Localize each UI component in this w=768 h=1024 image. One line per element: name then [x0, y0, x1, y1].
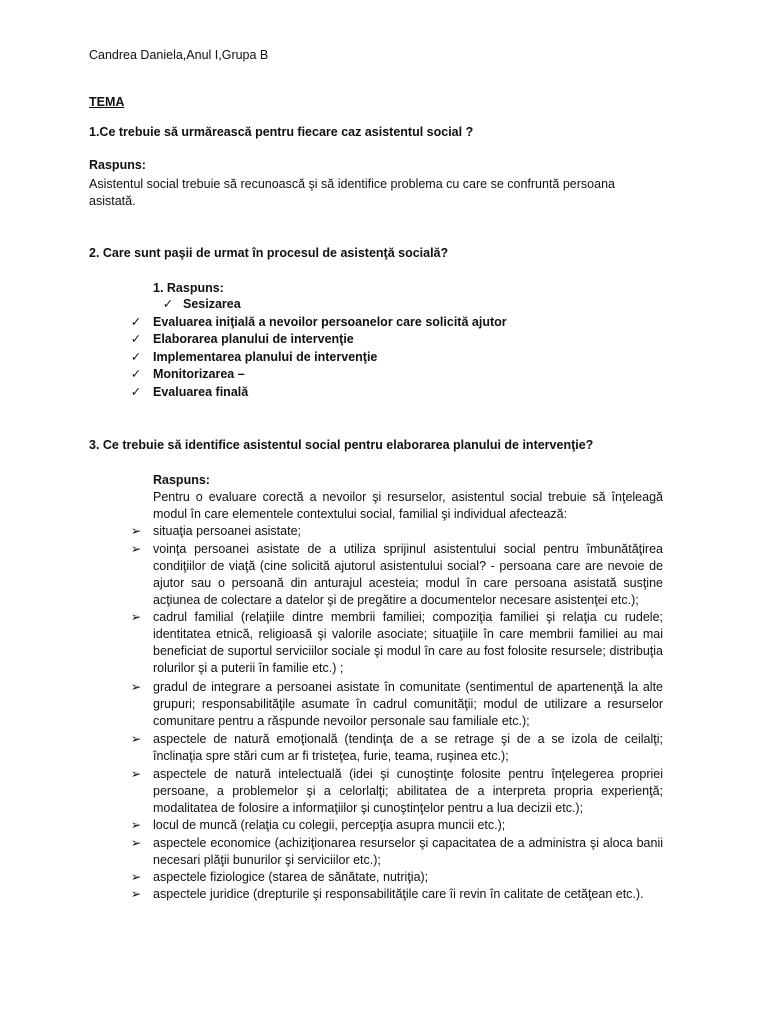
- question-1: 1.Ce trebuie să urmărească pentru fiecare caz asistentul social ?: [89, 125, 474, 139]
- step-text: Evaluarea finală: [153, 385, 249, 399]
- list-item-text: voinţa persoanei asistate de a utiliza sprijinul asistentului social pentru îmbunătăţirea condiţiilor de viaţă (cine solicită ajutorul asistentului social? - persoana care are nevoie de ajutor sau o persoană din anturajul acesteia; modul în care persoana asistată susţine acţiunea de colectare a datelor şi de pregătire a documentelor necesare asistenţei etc.);: [153, 542, 663, 607]
- arrow-bullet-icon: ➢: [130, 680, 142, 694]
- list-item-text: situaţia persoanei asistate;: [153, 524, 302, 538]
- question-3: 3. Ce trebuie să identifice asistentul social pentru elaborarea planului de intervenţie?: [89, 438, 594, 452]
- arrow-bullet-icon: ➢: [130, 767, 142, 781]
- list-item-text: aspectele de natură intelectuală (idei şi cunoştinţe folosite pentru înţelegerea propriei persoane, a problemelor şi a celorlalţi; abilitatea de a interpreta propria experienţă; modalitatea de folosire a informaţiilor şi cunoştinţelor pentru a lua decizii etc.);: [153, 767, 663, 815]
- arrow-bullet-icon: ➢: [130, 610, 142, 624]
- arrow-bullet-icon: ➢: [130, 732, 142, 746]
- check-icon: ✓: [130, 385, 142, 399]
- step-text: Sesizarea: [183, 297, 241, 311]
- list-item-text: aspectele fiziologice (starea de sănătate, nutriţia);: [153, 870, 429, 884]
- arrow-bullet-icon: ➢: [130, 887, 142, 901]
- list-item-text: gradul de integrare a persoanei asistate în comunitate (sentimentul de apartenenţă la alte grupuri; responsabilităţile asumate în cadrul comunităţii; modul de utilizare a resurselor comunitare pentru a răspunde nevoilor personale sau familiale etc.);: [153, 680, 663, 728]
- check-icon: ✓: [130, 332, 142, 346]
- check-icon: ✓: [130, 350, 142, 364]
- step-text: Evaluarea iniţială a nevoilor persoanelor care solicită ajutor: [153, 315, 507, 329]
- list-item-text: aspectele de natură emoţională (tendinţa de a se retrage şi de a se izola de ceilalţi; înclinaţia spre stări cum ar fi tristeţea, furie, teama, ruşinea etc.);: [153, 732, 663, 763]
- q1-answer-line-1: Asistentul social trebuie să recunoască şi să identifice problema cu care se confruntă persoana: [89, 177, 615, 191]
- arrow-bullet-icon: ➢: [130, 818, 142, 832]
- q3-intro: Pentru o evaluare corectă a nevoilor şi resurselor, asistentul social trebuie să înţeleagă modul în care elementele contextului social, familial şi individual afectează:: [153, 490, 663, 521]
- list-item-text: locul de muncă (relaţia cu colegii, percepţia asupra muncii etc.);: [153, 818, 506, 832]
- step-text: Monitorizarea –: [153, 367, 245, 381]
- list-item-text: aspectele juridice (drepturile şi responsabilităţile care îi revin în calitate de cetăţean etc.).: [153, 887, 644, 901]
- list-item-text: aspectele economice (achiziţionarea resurselor şi capacitatea de a administra şi aloca banii necesari plăţii bunurilor şi serviciilor etc.);: [153, 836, 663, 867]
- arrow-bullet-icon: ➢: [130, 870, 142, 884]
- q3-answer-label: Raspuns:: [153, 473, 210, 487]
- check-icon: ✓: [130, 367, 142, 381]
- arrow-bullet-icon: ➢: [130, 542, 142, 556]
- check-icon: ✓: [130, 315, 142, 329]
- q2-answer-label: 1. Raspuns:: [153, 281, 224, 295]
- tema-heading: TEMA: [89, 95, 125, 109]
- check-icon: ✓: [162, 297, 174, 311]
- arrow-bullet-icon: ➢: [130, 836, 142, 850]
- arrow-bullet-icon: ➢: [130, 524, 142, 538]
- list-item-text: cadrul familial (relaţiile dintre membrii familiei; compoziţia familiei şi relaţia cu rudele; identitatea etnică, religioasă şi valorile asociate; situaţiile în care membrii familiei au mai beneficiat de suportul serviciilor sociale şi modul în care au fost folosite resursele; distribuţia rolurilor şi a puterii în familie etc.) ;: [153, 610, 663, 675]
- author-line: Candrea Daniela,Anul I,Grupa B: [89, 48, 269, 62]
- question-2: 2. Care sunt paşii de urmat în procesul de asistenţă socială?: [89, 246, 449, 260]
- q1-answer-line-2: asistată.: [89, 194, 136, 208]
- q1-answer-label: Raspuns:: [89, 158, 146, 172]
- step-text: Elaborarea planului de intervenţie: [153, 332, 354, 346]
- step-text: Implementarea planului de intervenţie: [153, 350, 378, 364]
